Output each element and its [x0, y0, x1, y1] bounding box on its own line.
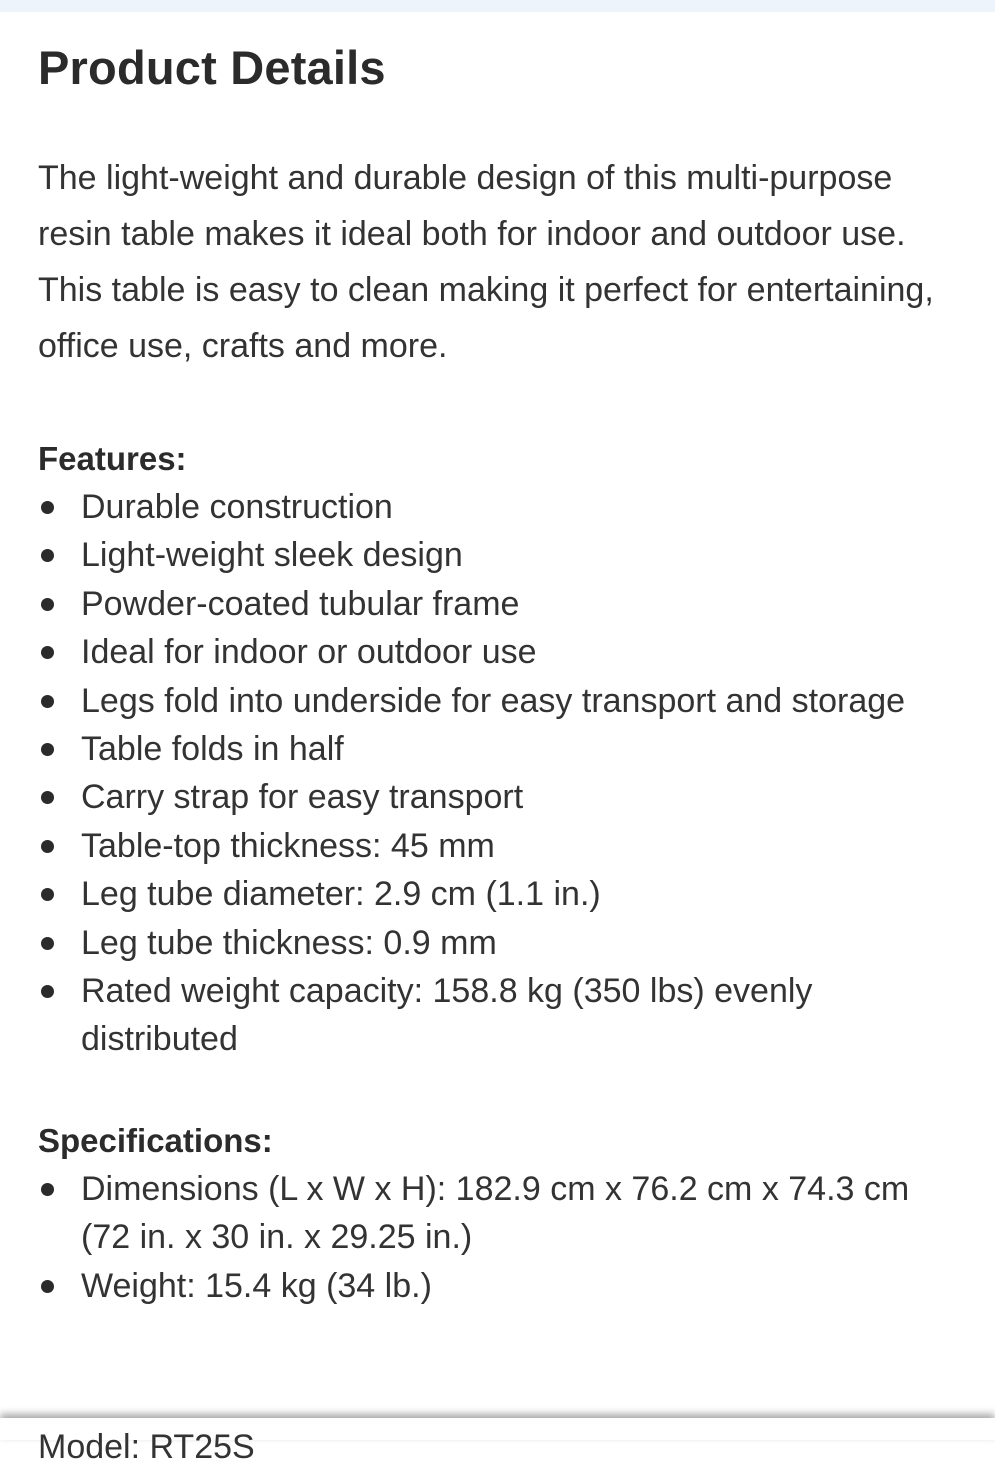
- product-details-section: [38, 12, 963, 1310]
- bullet-icon: [41, 549, 54, 562]
- spec-text: Weight: 15.4 kg (34 lb.): [81, 1266, 432, 1305]
- bullet-icon: [41, 888, 54, 901]
- bullet-icon: [41, 791, 54, 804]
- feature-text: Table folds in half: [81, 730, 344, 769]
- bottom-overlay-bar: [0, 1418, 995, 1466]
- list-item: [38, 628, 963, 676]
- specifications-list: [38, 1165, 963, 1310]
- feature-text: Leg tube diameter: 2.9 cm (1.1 in.): [81, 875, 601, 914]
- bullet-icon: [41, 743, 54, 756]
- feature-text: Leg tube thickness: 0.9 mm: [81, 923, 497, 962]
- specifications-heading: Specifications:: [38, 1121, 273, 1159]
- list-item: [38, 677, 963, 725]
- bullet-icon: [41, 1280, 54, 1293]
- feature-text: Light-weight sleek design: [81, 536, 463, 575]
- list-item: [38, 725, 963, 773]
- features-heading: Features:: [38, 440, 187, 477]
- bullet-icon: [41, 695, 54, 708]
- bullet-icon: [41, 646, 54, 659]
- list-item: [38, 483, 963, 531]
- bullet-icon: [41, 1183, 54, 1196]
- list-item: [38, 967, 963, 1064]
- list-item: [38, 919, 963, 967]
- list-item: [38, 531, 963, 579]
- list-item: [38, 1165, 963, 1262]
- top-strip: [0, 0, 995, 12]
- list-item: [38, 870, 963, 918]
- feature-text: Legs fold into underside for easy transport and storage: [81, 681, 906, 720]
- bullet-icon: [41, 840, 54, 853]
- list-item: [38, 1262, 963, 1310]
- list-item: [38, 773, 963, 821]
- feature-text: Powder-coated tubular frame: [81, 584, 520, 623]
- list-item: [38, 580, 963, 628]
- product-description: The light-weight and durable design of this multi-purpose resin table makes it ideal both for indoor and outdoor use. This table is easy to clean making it perfect for entertaining, office use, crafts and more.: [38, 159, 934, 365]
- feature-text: Rated weight capacity: 158.8 kg (350 lbs) evenly distributed: [81, 972, 813, 1059]
- bullet-icon: [41, 598, 54, 611]
- feature-text: Table-top thickness: 45 mm: [81, 826, 495, 865]
- page-title: Product Details: [38, 41, 386, 94]
- list-item: [38, 822, 963, 870]
- feature-text: Ideal for indoor or outdoor use: [81, 633, 537, 672]
- features-list: [38, 483, 963, 1064]
- spec-text: Dimensions (L x W x H): 182.9 cm x 76.2 cm x 74.3 cm (72 in. x 30 in. x 29.25 in.): [81, 1169, 910, 1257]
- bullet-icon: [41, 937, 54, 950]
- feature-text: Durable construction: [81, 488, 393, 526]
- model-text-cutoff: Model: RT25S: [38, 1428, 255, 1466]
- feature-text: Carry strap for easy transport: [81, 778, 524, 817]
- bullet-icon: [41, 985, 54, 998]
- bullet-icon: [41, 501, 54, 514]
